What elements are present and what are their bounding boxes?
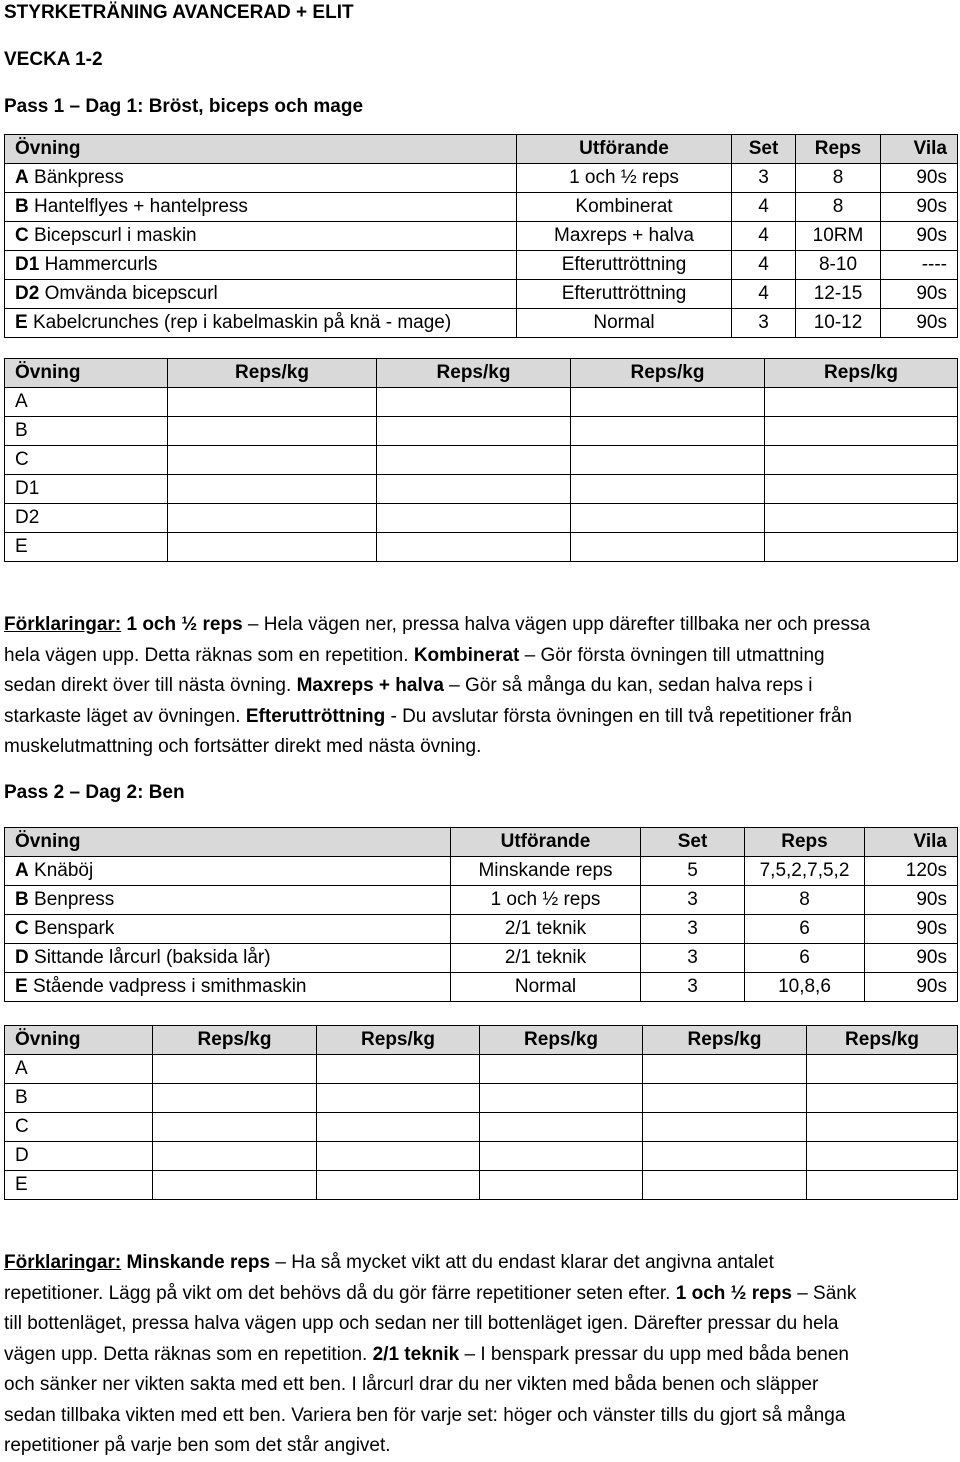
table-row xyxy=(5,533,958,562)
exercise-code-cell: D xyxy=(5,1142,153,1171)
reps-kg-entry-cell[interactable] xyxy=(377,475,571,504)
reps-kg-entry-cell[interactable] xyxy=(480,1084,643,1113)
reps-kg-entry-cell[interactable] xyxy=(153,1113,317,1142)
reps-kg-entry-cell[interactable] xyxy=(377,388,571,417)
table-row xyxy=(5,1142,958,1171)
header-ovning: Övning xyxy=(5,359,168,388)
exercise-code-cell: C xyxy=(5,446,168,475)
pass1-exercise-table xyxy=(4,134,958,338)
table-row xyxy=(5,1084,958,1113)
pass1-log-table xyxy=(4,358,958,562)
reps-kg-entry-cell[interactable] xyxy=(480,1171,643,1200)
reps-kg-entry-cell[interactable] xyxy=(168,388,377,417)
reps-kg-entry-cell[interactable] xyxy=(480,1055,643,1084)
exercise-code: E xyxy=(15,312,28,333)
exercise-code-cell: B xyxy=(5,1084,153,1113)
pass2-explanations xyxy=(4,1248,954,1462)
rest-cell: 90s xyxy=(881,222,958,251)
header-reps: Reps xyxy=(796,135,881,164)
header-reps-kg: Reps/kg xyxy=(168,359,377,388)
reps-kg-entry-cell[interactable] xyxy=(571,388,765,417)
table-row xyxy=(5,973,958,1002)
exercise-code: D2 xyxy=(15,283,40,304)
method-cell: Efteruttröttning xyxy=(517,280,732,309)
table-row xyxy=(5,1171,958,1200)
header-reps-kg: Reps/kg xyxy=(807,1026,958,1055)
term-description: hela vägen upp. Detta räknas som en repetition. xyxy=(4,644,414,666)
reps-kg-entry-cell[interactable] xyxy=(168,446,377,475)
reps-kg-entry-cell[interactable] xyxy=(377,533,571,562)
reps-cell: 8-10 xyxy=(796,251,881,280)
rest-cell: 90s xyxy=(865,944,958,973)
exercise-name: Benspark xyxy=(34,918,115,939)
reps-kg-entry-cell[interactable] xyxy=(377,446,571,475)
exercise-name: Hammercurls xyxy=(44,254,158,275)
table-row xyxy=(5,1055,958,1084)
set-cell: 3 xyxy=(732,309,796,338)
reps-kg-entry-cell[interactable] xyxy=(480,1142,643,1171)
exercise-code: D xyxy=(15,947,29,968)
method-cell: Normal xyxy=(517,309,732,338)
term-description: och sänker ner vikten sakta med ett ben. I lårcurl drar du ner vikten med båda benen och släpper xyxy=(4,1374,819,1395)
exercise-name: Omvända bicepscurl xyxy=(44,283,218,304)
exercise-cell xyxy=(5,164,517,193)
header-reps-kg: Reps/kg xyxy=(377,359,571,388)
set-cell: 4 xyxy=(732,222,796,251)
header-vila: Vila xyxy=(881,135,958,164)
reps-kg-entry-cell[interactable] xyxy=(571,504,765,533)
term-description: starkaste läget av övningen. xyxy=(4,705,246,727)
reps-kg-entry-cell[interactable] xyxy=(643,1055,807,1084)
header-ovning: Övning xyxy=(5,135,517,164)
exercise-cell xyxy=(5,886,451,915)
rest-cell: 90s xyxy=(881,309,958,338)
reps-kg-entry-cell[interactable] xyxy=(480,1113,643,1142)
pass1-heading: Pass 1 – Dag 1: Bröst, biceps och mage xyxy=(4,96,364,117)
reps-cell: 10,8,6 xyxy=(745,973,865,1002)
header-reps-kg: Reps/kg xyxy=(480,1026,643,1055)
reps-kg-entry-cell[interactable] xyxy=(153,1142,317,1171)
set-cell: 3 xyxy=(641,944,745,973)
reps-kg-entry-cell[interactable] xyxy=(765,446,958,475)
header-utforande: Utförande xyxy=(451,828,641,857)
exercise-name: Sittande lårcurl (baksida lår) xyxy=(34,947,271,968)
exercise-code-cell: B xyxy=(5,417,168,446)
rest-cell: 90s xyxy=(881,280,958,309)
week-heading: VECKA 1-2 xyxy=(4,49,103,70)
exercise-name: Bänkpress xyxy=(34,167,124,188)
pass1-explanations xyxy=(4,610,954,763)
set-cell: 3 xyxy=(641,915,745,944)
reps-kg-entry-cell[interactable] xyxy=(807,1055,958,1084)
exercise-code: A xyxy=(15,860,29,881)
table-row xyxy=(5,251,958,280)
table-row xyxy=(5,446,958,475)
term-description: – Ha så mycket vikt att du endast klarar det angivna antalet xyxy=(270,1252,774,1273)
exercise-code: D1 xyxy=(15,254,40,275)
table-header-row xyxy=(5,135,958,164)
table-row xyxy=(5,222,958,251)
header-ovning: Övning xyxy=(5,1026,153,1055)
pass2-log-table xyxy=(4,1025,958,1200)
table-row xyxy=(5,309,958,338)
term-description: – I benspark pressar du upp med båda benen xyxy=(459,1343,849,1365)
pass2-exercise-table xyxy=(4,827,958,1002)
term-description: – Sänk xyxy=(791,1282,857,1304)
term-description: till bottenläget, pressa halva vägen upp och sedan ner till bottenläget igen. Därefter pressar du hela xyxy=(4,1313,839,1334)
table-row xyxy=(5,857,958,886)
exercise-cell xyxy=(5,193,517,222)
exercise-code: E xyxy=(15,976,28,997)
rest-cell: ---- xyxy=(881,251,958,280)
reps-cell: 12-15 xyxy=(796,280,881,309)
header-reps-kg: Reps/kg xyxy=(643,1026,807,1055)
reps-kg-entry-cell[interactable] xyxy=(168,504,377,533)
reps-kg-entry-cell[interactable] xyxy=(643,1171,807,1200)
reps-kg-entry-cell[interactable] xyxy=(168,475,377,504)
reps-kg-entry-cell[interactable] xyxy=(571,417,765,446)
reps-cell: 8 xyxy=(796,164,881,193)
term-2-1-teknik: 2/1 teknik xyxy=(372,1343,460,1365)
reps-cell: 8 xyxy=(796,193,881,222)
term-description: sedan tillbaka vikten med ett ben. Variera ben för varje set: höger och vänster tills du gjort så många xyxy=(4,1404,846,1426)
exercise-name: Hantelflyes + hantelpress xyxy=(34,196,248,217)
reps-kg-entry-cell[interactable] xyxy=(807,1113,958,1142)
term-description: sedan direkt över till nästa övning. xyxy=(4,675,297,696)
set-cell: 4 xyxy=(732,251,796,280)
table-row xyxy=(5,417,958,446)
reps-kg-entry-cell[interactable] xyxy=(377,504,571,533)
table-row xyxy=(5,915,958,944)
term-description: muskelutmattning och fortsätter direkt med nästa övning. xyxy=(4,736,482,757)
table-row xyxy=(5,944,958,973)
header-reps-kg: Reps/kg xyxy=(571,359,765,388)
term-description: – Gör så många du kan, sedan halva reps i xyxy=(443,675,813,696)
method-cell: 2/1 teknik xyxy=(451,915,641,944)
exercise-code: A xyxy=(15,167,29,188)
rest-cell: 90s xyxy=(881,193,958,222)
exercise-name: Bicepscurl i maskin xyxy=(34,225,197,246)
exercise-cell xyxy=(5,251,517,280)
header-set: Set xyxy=(732,135,796,164)
set-cell: 4 xyxy=(732,280,796,309)
reps-kg-entry-cell[interactable] xyxy=(317,1113,480,1142)
table-header-row xyxy=(5,828,958,857)
term-1-och-halv-reps: 1 och ½ reps xyxy=(126,614,243,635)
exercise-code-cell: D1 xyxy=(5,475,168,504)
exercise-name: Benpress xyxy=(34,889,115,910)
table-header-row xyxy=(5,359,958,388)
reps-kg-entry-cell[interactable] xyxy=(807,1142,958,1171)
set-cell: 3 xyxy=(641,973,745,1002)
reps-kg-entry-cell[interactable] xyxy=(168,417,377,446)
table-row xyxy=(5,886,958,915)
header-set: Set xyxy=(641,828,745,857)
exercise-cell xyxy=(5,973,451,1002)
term-description: vägen upp. Detta räknas som en repetition. xyxy=(4,1343,373,1365)
exercise-code-cell: A xyxy=(5,388,168,417)
explanations-label: Förklaringar: xyxy=(4,614,122,635)
reps-cell: 10RM xyxy=(796,222,881,251)
header-reps-kg: Reps/kg xyxy=(317,1026,480,1055)
reps-kg-entry-cell[interactable] xyxy=(571,475,765,504)
reps-cell: 6 xyxy=(745,915,865,944)
table-header-row xyxy=(5,1026,958,1055)
term-description: – Gör första övningen till utmattning xyxy=(519,644,825,666)
pass2-heading: Pass 2 – Dag 2: Ben xyxy=(4,782,185,803)
method-cell: Minskande reps xyxy=(451,857,641,886)
term-kombinerat: Kombinerat xyxy=(413,644,520,666)
table-row xyxy=(5,475,958,504)
exercise-cell xyxy=(5,309,517,338)
term-description: - Du avslutar första övningen en till två repetitioner från xyxy=(385,705,852,727)
reps-kg-entry-cell[interactable] xyxy=(765,388,958,417)
exercise-code: C xyxy=(15,225,29,246)
exercise-cell xyxy=(5,280,517,309)
reps-kg-entry-cell[interactable] xyxy=(807,1171,958,1200)
exercise-name: Kabelcrunches (rep i kabelmaskin på knä - mage) xyxy=(32,312,452,333)
term-efteruttrottning: Efteruttröttning xyxy=(245,705,386,727)
reps-kg-entry-cell[interactable] xyxy=(643,1084,807,1113)
set-cell: 3 xyxy=(641,886,745,915)
rest-cell: 90s xyxy=(865,915,958,944)
reps-kg-entry-cell[interactable] xyxy=(571,446,765,475)
header-ovning: Övning xyxy=(5,828,451,857)
reps-kg-entry-cell[interactable] xyxy=(377,417,571,446)
exercise-code: C xyxy=(15,918,29,939)
method-cell: 2/1 teknik xyxy=(451,944,641,973)
reps-kg-entry-cell[interactable] xyxy=(317,1055,480,1084)
set-cell: 4 xyxy=(732,193,796,222)
exercise-code-cell: C xyxy=(5,1113,153,1142)
reps-cell: 10-12 xyxy=(796,309,881,338)
header-reps: Reps xyxy=(745,828,865,857)
exercise-name: Knäböj xyxy=(34,860,94,881)
method-cell: Maxreps + halva xyxy=(517,222,732,251)
reps-kg-entry-cell[interactable] xyxy=(153,1084,317,1113)
table-row xyxy=(5,164,958,193)
reps-kg-entry-cell[interactable] xyxy=(765,475,958,504)
reps-kg-entry-cell[interactable] xyxy=(153,1055,317,1084)
explanations-label: Förklaringar: xyxy=(4,1252,122,1273)
exercise-code-cell: D2 xyxy=(5,504,168,533)
method-cell: Efteruttröttning xyxy=(517,251,732,280)
reps-kg-entry-cell[interactable] xyxy=(765,504,958,533)
reps-kg-entry-cell[interactable] xyxy=(765,533,958,562)
exercise-cell xyxy=(5,222,517,251)
term-1-och-halv-reps: 1 och ½ reps xyxy=(675,1282,792,1304)
rest-cell: 90s xyxy=(865,973,958,1002)
exercise-cell xyxy=(5,915,451,944)
reps-cell: 6 xyxy=(745,944,865,973)
reps-kg-entry-cell[interactable] xyxy=(168,533,377,562)
table-row xyxy=(5,388,958,417)
method-cell: 1 och ½ reps xyxy=(517,164,732,193)
reps-kg-entry-cell[interactable] xyxy=(643,1113,807,1142)
reps-kg-entry-cell[interactable] xyxy=(317,1142,480,1171)
exercise-cell xyxy=(5,857,451,886)
term-description: repetitioner. Lägg på vikt om det behövs då du gör färre repetitioner seten efter. xyxy=(4,1282,676,1304)
rest-cell: 90s xyxy=(865,886,958,915)
exercise-code-cell: A xyxy=(5,1055,153,1084)
exercise-code-cell: E xyxy=(5,1171,153,1200)
exercise-name: Stående vadpress i smithmaskin xyxy=(32,976,307,997)
header-reps-kg: Reps/kg xyxy=(153,1026,317,1055)
reps-cell: 8 xyxy=(745,886,865,915)
reps-kg-entry-cell[interactable] xyxy=(317,1084,480,1113)
reps-kg-entry-cell[interactable] xyxy=(643,1142,807,1171)
reps-kg-entry-cell[interactable] xyxy=(765,417,958,446)
set-cell: 5 xyxy=(641,857,745,886)
reps-kg-entry-cell[interactable] xyxy=(317,1171,480,1200)
rest-cell: 120s xyxy=(865,857,958,886)
exercise-cell xyxy=(5,944,451,973)
exercise-code: B xyxy=(15,889,29,910)
table-row xyxy=(5,280,958,309)
header-vila: Vila xyxy=(865,828,958,857)
term-description: repetitioner på varje ben som det står angivet. xyxy=(4,1435,391,1456)
reps-kg-entry-cell[interactable] xyxy=(807,1084,958,1113)
table-row xyxy=(5,1113,958,1142)
reps-kg-entry-cell[interactable] xyxy=(153,1171,317,1200)
header-utforande: Utförande xyxy=(517,135,732,164)
set-cell: 3 xyxy=(732,164,796,193)
method-cell: 1 och ½ reps xyxy=(451,886,641,915)
rest-cell: 90s xyxy=(881,164,958,193)
document-title: STYRKETRÄNING AVANCERAD + ELIT xyxy=(4,2,354,23)
method-cell: Kombinerat xyxy=(517,193,732,222)
table-row xyxy=(5,193,958,222)
exercise-code-cell: E xyxy=(5,533,168,562)
table-row xyxy=(5,504,958,533)
term-description: – Hela vägen ner, pressa halva vägen upp därefter tillbaka ner och pressa xyxy=(242,614,871,635)
reps-kg-entry-cell[interactable] xyxy=(571,533,765,562)
term-minskande-reps: Minskande reps xyxy=(126,1252,271,1273)
exercise-code: B xyxy=(15,196,29,217)
header-reps-kg: Reps/kg xyxy=(765,359,958,388)
term-maxreps-halva: Maxreps + halva xyxy=(296,675,444,696)
reps-cell: 7,5,2,7,5,2 xyxy=(745,857,865,886)
method-cell: Normal xyxy=(451,973,641,1002)
